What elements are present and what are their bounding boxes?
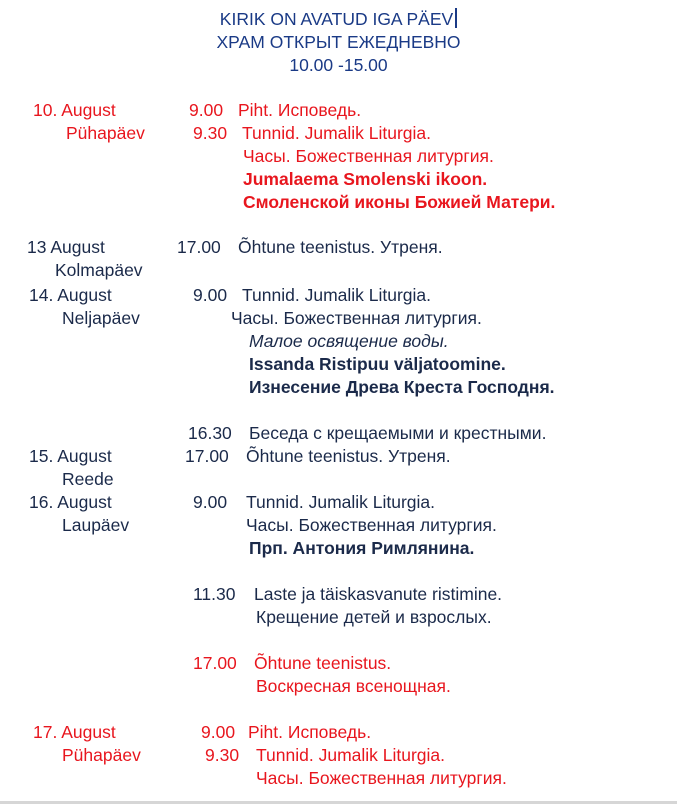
- service-text: Õhtune teenistus. Утреня.: [246, 446, 451, 466]
- day-date: 14. August: [29, 285, 112, 305]
- day-weekday: Reede: [62, 469, 114, 489]
- day-date: 10. August: [33, 100, 116, 120]
- service-text: Часы. Божественная литургия.: [243, 146, 494, 166]
- service-time: 17.00: [185, 446, 229, 466]
- header-title-ru: ХРАМ ОТКРЫТ ЕЖЕДНЕВНО: [216, 32, 461, 52]
- service-text: Часы. Божественная литургия.: [256, 768, 507, 788]
- feast-name: Изнесение Древа Креста Господня.: [249, 377, 555, 397]
- text-cursor: [455, 8, 457, 28]
- header-title-et: [0, 8, 677, 30]
- day-weekday: Kolmapäev: [55, 260, 143, 280]
- service-text: Piht. Исповедь.: [248, 722, 372, 742]
- day-date: 16. August: [29, 492, 112, 512]
- service-text: Tunnid. Jumalik Liturgia.: [256, 745, 446, 765]
- day-weekday: Neljapäev: [62, 308, 140, 328]
- service-time: 9.30: [193, 123, 228, 143]
- feast-name: Jumalaema Smolenski ikoon.: [243, 169, 488, 189]
- service-text: Piht. Исповедь.: [238, 100, 362, 120]
- feast-name: Смоленской иконы Божией Матери.: [243, 192, 556, 212]
- service-text: Tunnid. Jumalik Liturgia.: [242, 123, 432, 143]
- service-text: Крещение детей и взрослых.: [256, 607, 492, 627]
- service-time: 17.00: [193, 653, 237, 673]
- service-time: 16.30: [188, 423, 232, 443]
- service-time: 9.00: [201, 722, 236, 742]
- service-text: Laste ja täiskasvanute ristimine.: [254, 584, 503, 604]
- service-time: 9.00: [193, 285, 228, 305]
- service-time: 9.00: [189, 100, 224, 120]
- day-date: 15. August: [29, 446, 112, 466]
- service-text: Õhtune teenistus. Утреня.: [238, 237, 443, 257]
- feast-name: Issanda Ristipuu väljatoomine.: [249, 354, 506, 374]
- header-line1: KIRIK ON AVATUD IGA PÄEV: [219, 9, 454, 29]
- day-date: 13 August: [27, 237, 105, 257]
- service-time: 11.30: [193, 584, 236, 604]
- header-hours: 10.00 -15.00: [289, 55, 388, 75]
- service-time: 9.30: [205, 745, 240, 765]
- service-text: Часы. Божественная литургия.: [231, 308, 482, 328]
- day-weekday: Pühapäev: [62, 745, 141, 765]
- service-text: Tunnid. Jumalik Liturgia.: [242, 285, 432, 305]
- service-text: Õhtune teenistus.: [254, 653, 392, 673]
- service-text: Воскресная всенощная.: [256, 676, 451, 696]
- service-note: Малое освящение воды.: [249, 331, 449, 351]
- service-text: Tunnid. Jumalik Liturgia.: [246, 492, 436, 512]
- service-time: 9.00: [193, 492, 228, 512]
- service-text: Часы. Божественная литургия.: [246, 515, 497, 535]
- day-weekday: Pühapäev: [66, 123, 145, 143]
- feast-name: Прп. Антония Римлянина.: [249, 538, 475, 558]
- day-date: 17. August: [33, 722, 116, 742]
- service-time: 17.00: [177, 237, 221, 257]
- day-weekday: Laupäev: [62, 515, 130, 535]
- service-text: Беседа с крещаемыми и крестными.: [249, 423, 547, 443]
